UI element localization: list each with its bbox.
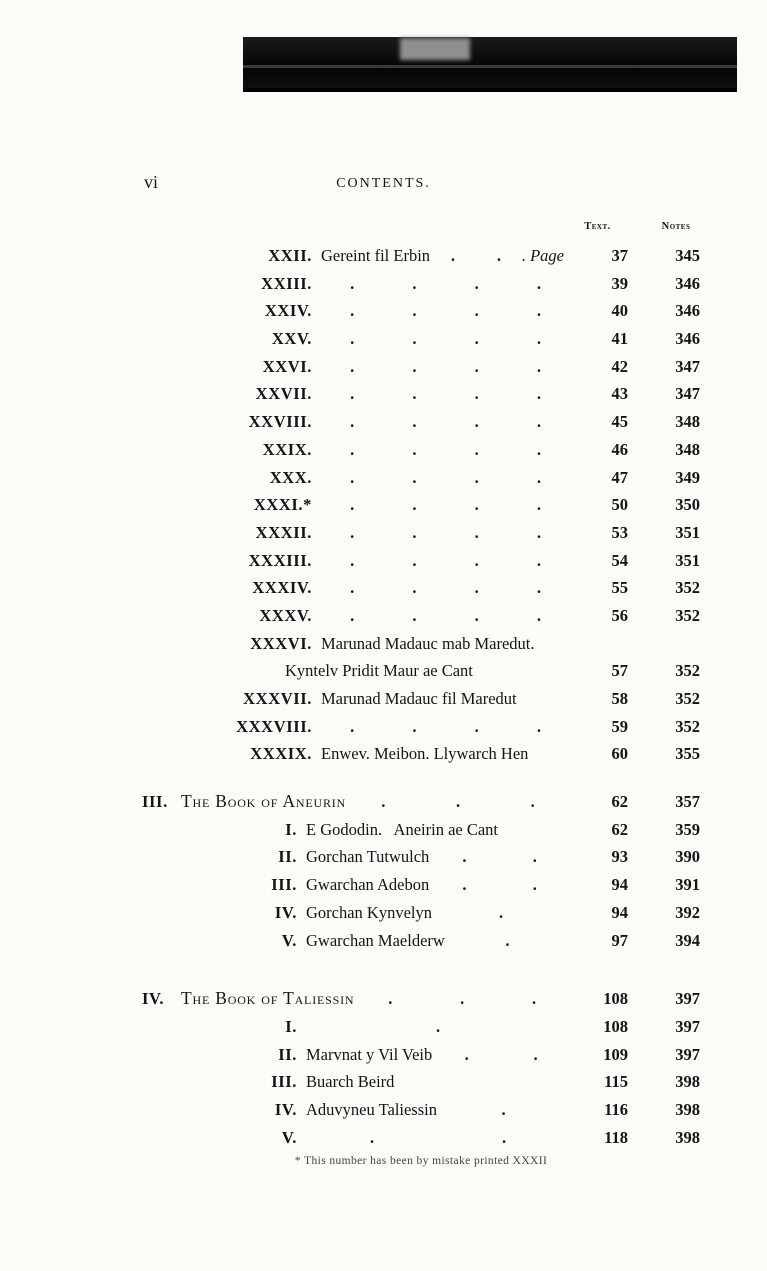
notes-page-number: 346	[675, 329, 700, 349]
leader-dot: .	[536, 716, 541, 736]
entry-numeral	[142, 657, 276, 685]
dot-leader	[306, 1124, 570, 1152]
leader-dot: .	[536, 495, 541, 515]
entry-numeral: XXII.	[268, 246, 312, 265]
notes-page-number: 347	[675, 384, 700, 404]
entry-numeral: III.	[271, 1072, 297, 1092]
entry-numeral: III.	[271, 875, 297, 895]
leader-dot: .	[455, 792, 461, 812]
scan-artifact-light-patch	[400, 38, 470, 60]
text-page-number: 37	[611, 246, 628, 265]
text-page-number: 116	[604, 1099, 628, 1119]
text-page-number: 46	[611, 439, 628, 459]
text-page-number: 58	[611, 689, 628, 708]
leader-dot: .	[536, 550, 541, 570]
leader-dot: .	[536, 384, 541, 404]
leader-dot: .	[412, 550, 417, 570]
leader-dot: .	[412, 522, 417, 542]
entry-numeral: XXXVI.	[250, 633, 312, 653]
entry-title: Kyntelv Pridit Maur ae Cant	[285, 661, 473, 681]
entry-title: Gereint fil Erbin	[321, 246, 431, 265]
leader-dot: .	[531, 989, 537, 1009]
text-page-number: 47	[611, 467, 628, 487]
dot-leader	[432, 1041, 570, 1069]
dot-leader	[429, 871, 570, 899]
notes-page-number: 345	[675, 246, 700, 265]
entry-numeral: XXXIV.	[252, 578, 312, 598]
text-page-number: 118	[604, 1127, 628, 1147]
notes-page-number: 350	[675, 495, 700, 515]
entry-numeral: I.	[285, 819, 297, 839]
leader-dot: .	[412, 605, 417, 625]
notes-page-number: 352	[675, 716, 700, 736]
leader-dot: .	[412, 273, 417, 293]
column-header-text: Text.	[584, 221, 611, 232]
entry-numeral: XXXIII.	[248, 550, 312, 570]
leader-dot: .	[474, 329, 479, 349]
dot-leader	[321, 270, 570, 298]
leader-dot: .	[474, 384, 479, 404]
notes-page-number: 391	[675, 875, 700, 895]
leader-dot: .	[412, 384, 417, 404]
leader-dot: .	[350, 273, 355, 293]
leader-dot: .	[350, 522, 355, 542]
leader-dot: .	[350, 439, 355, 459]
leader-dot: .	[474, 578, 479, 598]
leader-dot: .	[350, 550, 355, 570]
dot-leader	[535, 630, 570, 658]
text-page-number: 55	[611, 578, 628, 598]
toc-row	[142, 464, 700, 492]
toc-row	[142, 1013, 700, 1041]
page-word: . Page	[521, 246, 564, 265]
entry-numeral: IV.	[274, 1099, 297, 1119]
dot-leader	[445, 927, 570, 955]
notes-page-number: 348	[675, 439, 700, 459]
entry-numeral: II.	[278, 1044, 297, 1064]
entry-numeral: I.	[285, 1016, 297, 1036]
leader-dot: .	[474, 273, 479, 293]
entry-numeral: XXXIX.	[250, 744, 312, 764]
toc-row	[142, 657, 700, 685]
leader-dot: .	[496, 246, 501, 265]
entry-numeral: XXXVII.	[243, 689, 312, 708]
toc-row	[142, 353, 700, 381]
entry-title: Gorchan Tutwulch	[306, 847, 430, 867]
leader-dot: .	[412, 467, 417, 487]
notes-page-number: 398	[675, 1099, 700, 1119]
leader-dot: .	[350, 605, 355, 625]
text-page-number: 108	[603, 1016, 628, 1036]
leader-dot: .	[412, 716, 417, 736]
entry-title: Aduvyneu Taliessin	[306, 1099, 437, 1119]
notes-page-number: 398	[675, 1072, 700, 1092]
leader-dot: .	[388, 989, 393, 1009]
toc-row	[142, 602, 700, 630]
entry-numeral: V.	[281, 1127, 297, 1147]
toc-row	[142, 519, 700, 547]
toc-row	[142, 436, 700, 464]
table-of-contents	[142, 242, 700, 1151]
leader-dot: .	[536, 439, 541, 459]
dot-leader	[429, 843, 570, 871]
entry-title: Gorchan Kynvelyn	[306, 902, 433, 922]
notes-page-number: 352	[675, 689, 700, 708]
dot-leader	[346, 788, 570, 816]
leader-dot: .	[412, 439, 417, 459]
entry-title: E Gododin. Aneirin ae Cant	[306, 819, 499, 839]
folio-number: vi	[144, 172, 159, 192]
text-page-number: 50	[611, 495, 628, 515]
leader-dot: .	[350, 716, 355, 736]
leader-dot: .	[350, 578, 355, 598]
text-page-number: 93	[611, 847, 628, 867]
leader-dot: .	[474, 412, 479, 432]
toc-row	[142, 1124, 700, 1152]
entry-numeral: XXVII.	[255, 384, 312, 404]
dot-leader	[498, 816, 570, 844]
leader-dot: .	[462, 875, 467, 895]
dot-leader	[321, 436, 570, 464]
text-page-number: 62	[611, 819, 628, 839]
notes-page-number: 397	[675, 1016, 700, 1036]
toc-section	[142, 985, 700, 1151]
text-page-number: 43	[611, 384, 628, 404]
text-page-number: 53	[611, 522, 628, 542]
toc-row	[142, 985, 700, 1013]
text-page-number: 56	[611, 605, 628, 625]
notes-page-number: 359	[675, 819, 700, 839]
leader-dot: .	[505, 930, 510, 950]
leader-dot: .	[474, 716, 479, 736]
entry-title: Marvnat y Vil Veib	[306, 1044, 433, 1064]
leader-dot: .	[474, 356, 479, 376]
footnote: * This number has been by mistake printed XXXII	[294, 1155, 548, 1167]
leader-dot: .	[474, 495, 479, 515]
text-page-number: 109	[603, 1044, 628, 1064]
entry-numeral: XXIX.	[262, 439, 312, 459]
leader-dot: .	[412, 578, 417, 598]
toc-row	[142, 574, 700, 602]
dot-leader	[321, 297, 570, 325]
dot-leader	[321, 464, 570, 492]
leader-dot: .	[381, 792, 386, 812]
notes-page-number: 390	[675, 847, 700, 867]
text-page-number: 40	[611, 301, 628, 321]
entry-title: Gwarchan Adebon	[306, 875, 430, 895]
leader-dot: .	[412, 356, 417, 376]
leader-dot: .	[464, 1044, 469, 1064]
toc-row	[142, 843, 700, 871]
entry-title: The Book of Aneurin	[181, 791, 347, 812]
leader-dot: .	[536, 605, 541, 625]
leader-dot: .	[412, 301, 417, 321]
toc-row	[142, 408, 700, 436]
leader-dot: .	[532, 875, 537, 895]
leader-dot: .	[412, 495, 417, 515]
toc-row	[142, 1041, 700, 1069]
toc-row	[142, 740, 700, 768]
notes-page-number: 351	[675, 550, 700, 570]
dot-leader	[321, 325, 570, 353]
dot-leader	[437, 1096, 570, 1124]
notes-page-number: 348	[675, 412, 700, 432]
entry-title: Buarch Beird	[306, 1072, 395, 1092]
entry-title: Marunad Madauc fil Maredut	[321, 689, 517, 708]
entry-title: Enwev. Meibon. Llywarch Hen	[321, 744, 529, 764]
toc-row	[142, 713, 700, 741]
notes-page-number: 357	[675, 792, 700, 812]
leader-dot: .	[350, 329, 355, 349]
toc-row	[142, 297, 700, 325]
leader-dot: .	[350, 356, 355, 376]
text-page-number: 42	[611, 356, 628, 376]
toc-row	[142, 325, 700, 353]
leader-dot: .	[474, 301, 479, 321]
entry-numeral: XXXV.	[259, 605, 312, 625]
entry-title: Marunad Madauc mab Maredut.	[321, 633, 535, 653]
entry-numeral: II.	[278, 847, 297, 867]
toc-row	[142, 927, 700, 955]
scan-artifact-bottom-edge	[243, 88, 737, 92]
dot-leader	[432, 899, 570, 927]
text-page-number: 94	[611, 902, 628, 922]
leader-dot: .	[536, 412, 541, 432]
dot-leader	[354, 985, 570, 1013]
text-page-number: 41	[611, 329, 628, 349]
leader-dot: .	[533, 1044, 538, 1064]
leader-dot: .	[536, 301, 541, 321]
dot-leader	[321, 713, 570, 741]
dot-leader	[321, 602, 570, 630]
toc-row	[142, 1068, 700, 1096]
dot-leader	[473, 657, 570, 685]
dot-leader	[321, 491, 570, 519]
entry-numeral: XXXI.*	[253, 495, 312, 515]
entry-numeral: III.	[142, 792, 168, 812]
text-page-number: 97	[611, 930, 628, 950]
text-page-number: 108	[603, 989, 628, 1009]
entry-title: The Book of Taliessin	[181, 988, 355, 1009]
notes-page-number: 392	[675, 902, 700, 922]
leader-dot: .	[536, 356, 541, 376]
toc-row	[142, 491, 700, 519]
entry-numeral: XXIV.	[264, 301, 312, 321]
leader-dot: .	[536, 522, 541, 542]
notes-page-number: 347	[675, 356, 700, 376]
text-page-number: 39	[611, 273, 628, 293]
dot-leader	[321, 353, 570, 381]
leader-dot: .	[501, 1099, 506, 1119]
text-page-number: 60	[611, 744, 628, 764]
leader-dot: .	[462, 847, 467, 867]
notes-page-number: 352	[675, 661, 700, 681]
scan-artifact-seam	[243, 65, 737, 68]
notes-page-number: 397	[675, 1044, 700, 1064]
leader-dot: .	[350, 412, 355, 432]
text-page-number: 59	[611, 716, 628, 736]
dot-leader	[528, 740, 570, 768]
notes-page-number: 394	[675, 930, 700, 950]
dot-leader	[321, 547, 570, 575]
text-page-number: 94	[611, 875, 628, 895]
entry-numeral: XXXVIII.	[236, 716, 312, 736]
leader-dot: .	[435, 1016, 441, 1036]
scan-artifact-bar	[243, 37, 737, 92]
notes-page-number: 352	[675, 578, 700, 598]
dot-leader	[321, 380, 570, 408]
toc-row	[142, 899, 700, 927]
notes-page-number: 397	[675, 989, 700, 1009]
page-title: CONTENTS.	[336, 176, 431, 191]
notes-page-number: 351	[675, 522, 700, 542]
text-page-number: 54	[611, 550, 628, 570]
toc-section	[142, 788, 700, 954]
text-page-number	[570, 630, 628, 658]
entry-numeral: XXXII.	[255, 522, 312, 542]
toc-row	[142, 380, 700, 408]
notes-page-number: 349	[675, 467, 700, 487]
dot-leader	[321, 519, 570, 547]
leader-dot: .	[350, 384, 355, 404]
notes-page-number: 346	[675, 273, 700, 293]
dot-leader	[321, 408, 570, 436]
dot-leader	[306, 1013, 570, 1041]
text-page-number: 62	[611, 792, 628, 812]
leader-dot: .	[350, 495, 355, 515]
toc-row	[142, 242, 700, 270]
leader-dot: .	[474, 467, 479, 487]
toc-row	[142, 630, 700, 658]
leader-dot: .	[474, 439, 479, 459]
text-page-number: 57	[611, 661, 628, 681]
notes-page-number: 346	[675, 301, 700, 321]
notes-page-number: 355	[675, 744, 700, 764]
dot-leader	[517, 685, 570, 713]
leader-dot: .	[350, 301, 355, 321]
leader-dot: .	[369, 1127, 375, 1147]
notes-page-number: 352	[675, 605, 700, 625]
leader-dot: .	[536, 273, 541, 293]
text-page-number: 45	[611, 412, 628, 432]
entry-numeral: V.	[281, 930, 297, 950]
leader-dot: .	[412, 412, 417, 432]
entry-numeral: XXX.	[269, 467, 312, 487]
toc-row	[142, 871, 700, 899]
toc-row	[142, 547, 700, 575]
entry-numeral: IV.	[142, 989, 165, 1009]
leader-dot: .	[536, 329, 541, 349]
leader-dot: .	[532, 847, 537, 867]
dot-leader	[394, 1068, 570, 1096]
leader-dot: .	[474, 605, 479, 625]
dot-leader	[321, 574, 570, 602]
entry-numeral: XXV.	[271, 329, 312, 349]
leader-dot: .	[450, 246, 456, 265]
leader-dot: .	[412, 329, 417, 349]
notes-page-number	[628, 630, 700, 658]
leader-dot: .	[350, 467, 355, 487]
leader-dot: .	[474, 550, 479, 570]
entry-numeral: IV.	[274, 902, 297, 922]
entry-numeral: XXIII.	[261, 273, 312, 293]
leader-dot: .	[460, 989, 465, 1009]
toc-row	[142, 1096, 700, 1124]
text-page-number: 115	[604, 1072, 628, 1092]
toc-row	[142, 270, 700, 298]
leader-dot: .	[530, 792, 535, 812]
column-header-notes: Notes	[661, 221, 691, 232]
toc-row	[142, 685, 700, 713]
toc-row	[142, 816, 700, 844]
entry-numeral: XXVIII.	[248, 412, 312, 432]
leader-dot: .	[474, 522, 479, 542]
leader-dot: .	[501, 1127, 507, 1147]
leader-dot: .	[536, 578, 541, 598]
leader-dot: .	[498, 902, 504, 922]
notes-page-number: 398	[675, 1127, 700, 1147]
entry-numeral: XXVI.	[262, 356, 312, 376]
dot-leader	[430, 242, 522, 270]
entry-title: Gwarchan Maelderw	[306, 930, 445, 950]
toc-row	[142, 788, 700, 816]
leader-dot: .	[536, 467, 541, 487]
